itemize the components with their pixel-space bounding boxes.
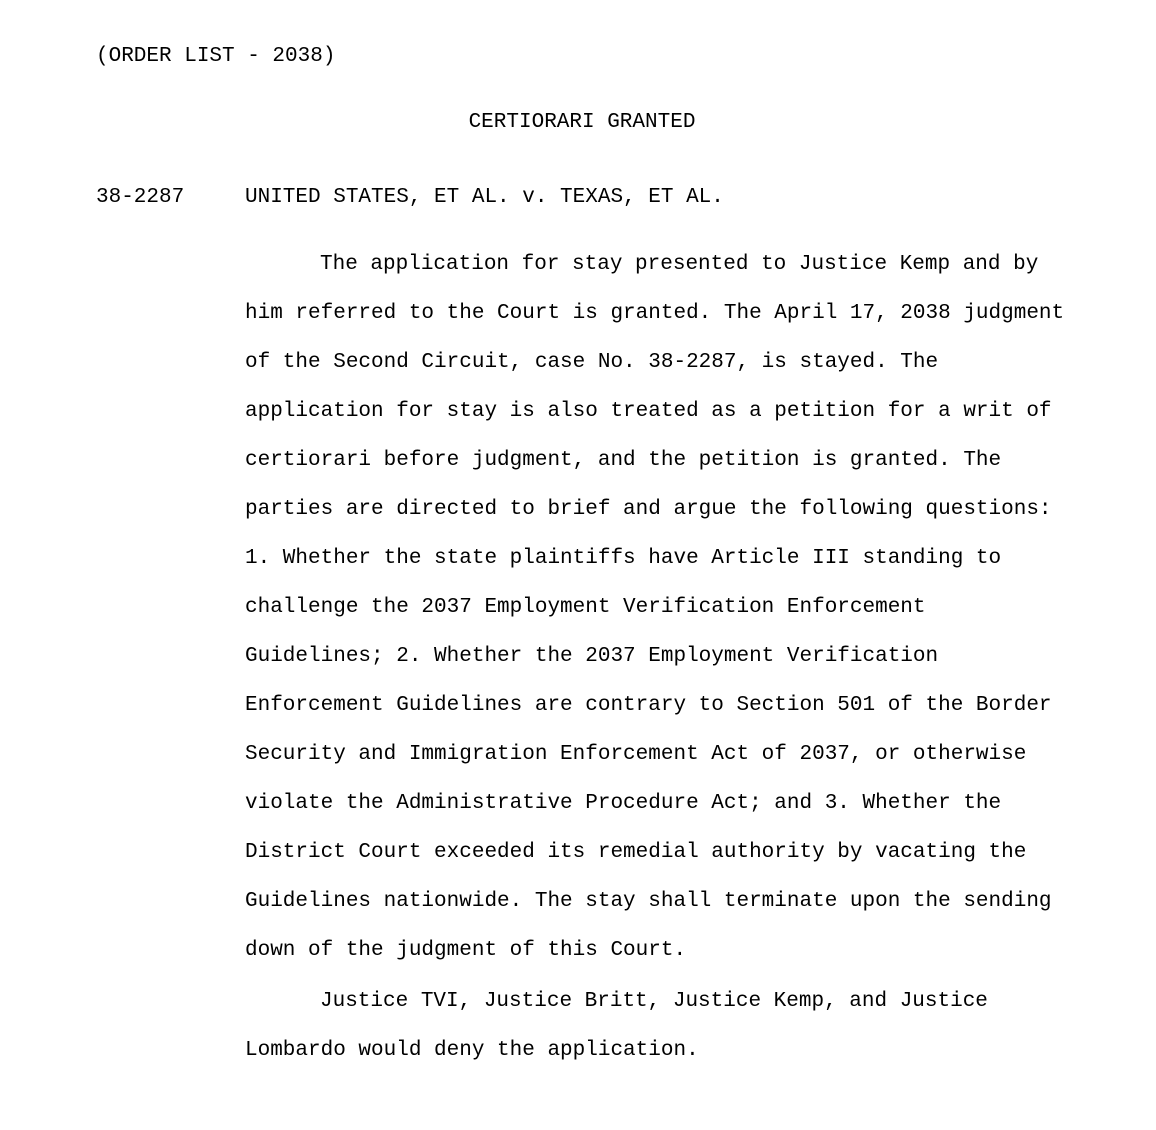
paragraph-line: Lombardo would deny the application. bbox=[245, 1039, 699, 1062]
order-paragraph-2 bbox=[245, 977, 1145, 1075]
order-list-label: (ORDER LIST - 2038) bbox=[96, 45, 336, 68]
case-number: 38-2287 bbox=[96, 186, 185, 209]
paragraph-line: of the Second Circuit, case No. 38-2287, is stayed. The bbox=[245, 351, 939, 374]
order-body bbox=[245, 240, 1145, 1075]
paragraph-line: down of the judgment of this Court. bbox=[245, 939, 687, 962]
case-caption: UNITED STATES, ET AL. v. TEXAS, ET AL. bbox=[245, 186, 724, 209]
order-paragraph-1 bbox=[245, 240, 1145, 975]
paragraph-line: him referred to the Court is granted. The April 17, 2038 judgment bbox=[245, 302, 1065, 325]
section-heading: CERTIORARI GRANTED bbox=[468, 111, 696, 134]
paragraph-line: Justice TVI, Justice Britt, Justice Kemp, and Justice bbox=[320, 990, 988, 1013]
paragraph-line: Guidelines nationwide. The stay shall terminate upon the sending bbox=[245, 890, 1052, 913]
paragraph-line: District Court exceeded its remedial authority by vacating the bbox=[245, 841, 1027, 864]
paragraph-line: parties are directed to brief and argue the following questions: bbox=[245, 498, 1052, 521]
paragraph-line: Guidelines; 2. Whether the 2037 Employment Verification bbox=[245, 645, 939, 668]
paragraph-line: Security and Immigration Enforcement Act of 2037, or otherwise bbox=[245, 743, 1027, 766]
paragraph-line: 1. Whether the state plaintiffs have Article III standing to bbox=[245, 547, 1002, 570]
paragraph-line: challenge the 2037 Employment Verification Enforcement bbox=[245, 596, 926, 619]
paragraph-line: violate the Administrative Procedure Act; and 3. Whether the bbox=[245, 792, 1002, 815]
paragraph-line: Enforcement Guidelines are contrary to Section 501 of the Border bbox=[245, 694, 1052, 717]
paragraph-line: The application for stay presented to Justice Kemp and by bbox=[320, 253, 1039, 276]
paragraph-line: application for stay is also treated as a petition for a writ of bbox=[245, 400, 1052, 423]
paragraph-line: certiorari before judgment, and the petition is granted. The bbox=[245, 449, 1002, 472]
